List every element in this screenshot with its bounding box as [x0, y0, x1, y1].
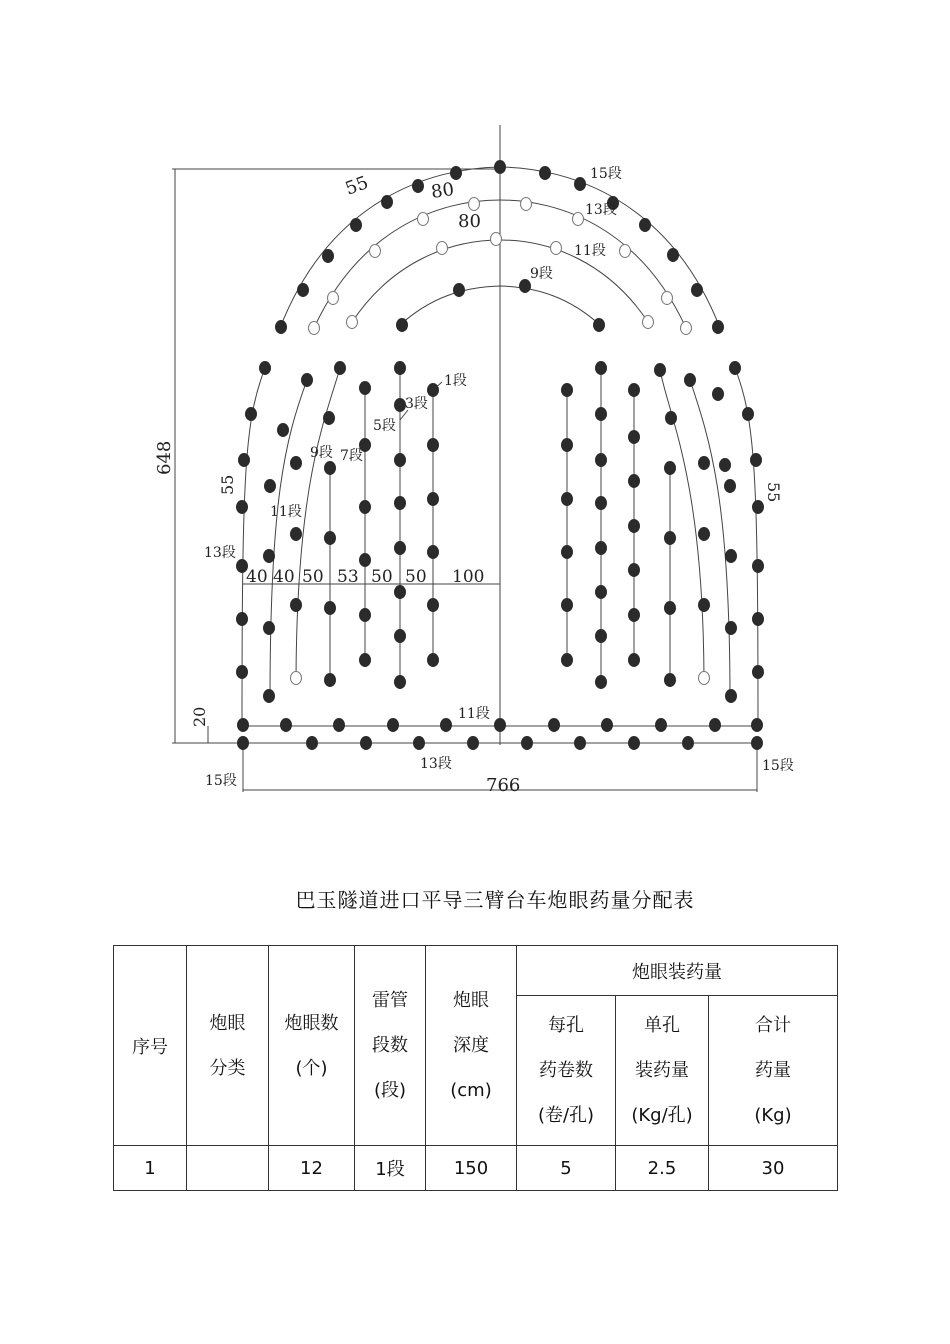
blast-hole: [752, 719, 763, 732]
blast-hole: [596, 497, 607, 510]
blast-hole: [413, 180, 424, 193]
dimension-label: 13段: [420, 756, 452, 772]
header-charge-group: 炮眼装药量: [517, 946, 838, 996]
dimension-label: 11段: [270, 504, 302, 520]
cell-hole-type: [187, 1146, 269, 1191]
blast-hole: [397, 319, 408, 332]
blast-hole: [395, 497, 406, 510]
blast-hole: [237, 501, 248, 514]
blast-hole: [334, 719, 345, 732]
blast-hole: [395, 542, 406, 555]
blast-hole: [596, 454, 607, 467]
blast-hole: [360, 501, 371, 514]
blast-hole: [594, 319, 605, 332]
blast-hole: [361, 737, 372, 750]
blast-hole: [629, 520, 640, 533]
blast-hole: [238, 737, 249, 750]
empty-blast-hole: [699, 672, 710, 685]
blast-hole: [562, 439, 573, 452]
header-delay-segment: 雷管 段数 (段): [355, 946, 426, 1146]
blast-hole: [596, 586, 607, 599]
cell-total-charge: 30: [709, 1146, 838, 1191]
blast-hole: [540, 167, 551, 180]
blast-hole: [699, 599, 710, 612]
dimension-label: 15段: [762, 758, 794, 774]
blast-hole: [414, 737, 425, 750]
blast-hole: [351, 219, 362, 232]
blast-hole: [264, 690, 275, 703]
blast-hole: [360, 609, 371, 622]
dimension-label: 648: [154, 440, 175, 475]
empty-blast-hole: [551, 242, 562, 255]
blast-hole: [629, 564, 640, 577]
blast-hole: [562, 546, 573, 559]
blast-hole: [629, 609, 640, 622]
blast-hole: [692, 284, 703, 297]
dimension-label: 7段: [340, 448, 363, 464]
header-hole-type: 炮眼 分类: [187, 946, 269, 1146]
blast-hole: [753, 613, 764, 626]
blast-hole: [395, 399, 406, 412]
wall-contour: [690, 380, 730, 700]
blast-hole: [713, 321, 724, 334]
blast-hole: [325, 462, 336, 475]
page-title: 巴玉隧道进口平导三臂台车炮眼药量分配表: [295, 888, 695, 912]
blast-hole: [260, 362, 271, 375]
dimension-label: 80: [429, 178, 456, 203]
blast-hole: [725, 480, 736, 493]
empty-blast-hole: [370, 245, 381, 258]
blast-hole: [726, 690, 737, 703]
blast-hole: [655, 364, 666, 377]
blast-hole: [743, 408, 754, 421]
charge-distribution-table: [113, 945, 838, 1191]
blast-hole: [264, 622, 275, 635]
empty-blast-hole: [437, 242, 448, 255]
blast-hole: [710, 719, 721, 732]
blast-hole: [302, 374, 313, 387]
cell-delay-segment: 1段: [355, 1146, 426, 1191]
blast-hole: [666, 412, 677, 425]
blast-hole: [752, 737, 763, 750]
blast-hole: [596, 676, 607, 689]
empty-blast-hole: [347, 316, 358, 329]
dimension-label: 15段: [590, 166, 622, 182]
blast-hole: [665, 462, 676, 475]
blast-hole: [753, 501, 764, 514]
blast-hole: [683, 737, 694, 750]
blast-hole: [428, 654, 439, 667]
blast-hole: [726, 622, 737, 635]
dimension-label: 13段: [204, 545, 236, 561]
blast-hole: [629, 737, 640, 750]
empty-blast-hole: [309, 322, 320, 335]
dimension-label: 50: [371, 567, 393, 587]
blast-hole: [388, 719, 399, 732]
blast-hole: [562, 493, 573, 506]
dimension-label: 55: [342, 172, 372, 200]
blast-hole: [726, 550, 737, 563]
blast-hole: [562, 384, 573, 397]
blast-hole: [753, 666, 764, 679]
dimension-label: 20: [190, 706, 209, 727]
blast-hole: [495, 719, 506, 732]
dimension-label: 11段: [574, 243, 606, 259]
cell-hole-count: 12: [269, 1146, 355, 1191]
blast-hole: [428, 384, 439, 397]
blast-hole: [307, 737, 318, 750]
dimension-label: 55: [218, 474, 237, 495]
cell-hole-depth: 150: [426, 1146, 517, 1191]
blast-hole: [699, 457, 710, 470]
dimension-label: 9段: [310, 445, 333, 461]
blast-hole: [665, 674, 676, 687]
blast-hole: [451, 167, 462, 180]
dimension-label: 3段: [405, 396, 428, 412]
blast-hole: [522, 737, 533, 750]
blast-hole: [237, 613, 248, 626]
empty-blast-hole: [491, 233, 502, 246]
blast-hole: [685, 374, 696, 387]
diagram-labels: [154, 166, 794, 796]
blast-hole: [713, 388, 724, 401]
header-single-charge: 单孔 装药量 (Kg/孔): [616, 996, 709, 1146]
empty-blast-hole: [291, 672, 302, 685]
cell-single-charge: 2.5: [616, 1146, 709, 1191]
blast-hole: [395, 630, 406, 643]
blast-hole: [665, 602, 676, 615]
blast-hole: [495, 161, 506, 174]
blast-hole: [562, 599, 573, 612]
blast-hole: [629, 654, 640, 667]
blast-hole: [281, 719, 292, 732]
blast-hole: [237, 666, 248, 679]
blast-hole: [549, 719, 560, 732]
blast-hole: [562, 654, 573, 667]
blast-hole: [395, 362, 406, 375]
dimension-label: 50: [302, 567, 324, 587]
blast-hole: [668, 249, 679, 262]
header-hole-count: 炮眼数 (个): [269, 946, 355, 1146]
empty-blast-hole: [469, 198, 480, 211]
blast-hole: [298, 284, 309, 297]
blast-hole: [325, 602, 336, 615]
empty-blast-hole: [681, 322, 692, 335]
blast-hole: [720, 459, 731, 472]
blast-hole: [428, 546, 439, 559]
empty-blast-hole: [662, 292, 673, 305]
blast-hole: [395, 676, 406, 689]
header-hole-depth: 炮眼 深度 (cm): [426, 946, 517, 1146]
blast-hole: [629, 475, 640, 488]
blast-hole: [360, 382, 371, 395]
blast-hole: [395, 586, 406, 599]
header-rolls-per-hole: 每孔 药卷数 (卷/孔): [517, 996, 616, 1146]
dimension-label: 40: [273, 567, 295, 587]
blast-hole: [428, 493, 439, 506]
blast-hole: [323, 250, 334, 263]
blast-hole: [428, 439, 439, 452]
empty-blast-hole: [643, 316, 654, 329]
dimension-label: 15段: [205, 773, 237, 789]
blast-hole: [454, 284, 465, 297]
blast-hole: [291, 457, 302, 470]
blast-hole: [325, 532, 336, 545]
blast-hole: [575, 737, 586, 750]
dimension-label: 40: [246, 567, 268, 587]
dimension-label: 5段: [373, 418, 396, 434]
empty-blast-hole: [328, 292, 339, 305]
dimension-label: 1段: [444, 373, 467, 389]
dimension-label: 80: [458, 211, 481, 232]
blast-hole: [575, 178, 586, 191]
blast-hole: [291, 599, 302, 612]
dimension-label: 100: [452, 567, 485, 587]
blast-hole: [276, 321, 287, 334]
blast-hole: [239, 454, 250, 467]
dimension-label: 11段: [458, 706, 490, 722]
empty-blast-hole: [573, 213, 584, 226]
blast-hole: [699, 528, 710, 541]
blast-hole: [751, 454, 762, 467]
blast-hole: [278, 424, 289, 437]
blast-hole: [265, 480, 276, 493]
blast-hole: [428, 599, 439, 612]
blast-hole: [335, 362, 346, 375]
blast-hole: [360, 654, 371, 667]
blast-hole: [382, 196, 393, 209]
dimension-label: 766: [486, 775, 521, 796]
header-seq: 序号: [114, 946, 187, 1146]
empty-blast-hole: [521, 198, 532, 211]
blast-hole: [441, 719, 452, 732]
blast-hole: [468, 737, 479, 750]
blast-hole: [360, 554, 371, 567]
dimension-label: 9段: [530, 266, 553, 282]
blast-hole: [324, 412, 335, 425]
blast-hole: [291, 528, 302, 541]
blast-hole: [640, 219, 651, 232]
table-row: [114, 1146, 838, 1191]
blast-hole: [753, 560, 764, 573]
blast-hole: [665, 532, 676, 545]
blast-hole: [596, 362, 607, 375]
cell-rolls-per-hole: 5: [517, 1146, 616, 1191]
dimension-label: 13段: [585, 202, 617, 218]
blast-hole: [596, 630, 607, 643]
empty-blast-hole: [418, 213, 429, 226]
blast-hole: [730, 362, 741, 375]
cell-seq: 1: [114, 1146, 187, 1191]
blast-hole: [264, 550, 275, 563]
blast-hole: [395, 454, 406, 467]
blast-hole: [596, 542, 607, 555]
blast-hole: [520, 280, 531, 293]
blast-hole: [629, 431, 640, 444]
blast-hole: [629, 384, 640, 397]
blast-hole: [656, 719, 667, 732]
blast-hole: [238, 719, 249, 732]
header-total-charge: 合计 药量 (Kg): [709, 996, 838, 1146]
dimension-label: 55: [764, 482, 783, 503]
blast-hole: [325, 674, 336, 687]
blast-hole: [596, 408, 607, 421]
dimension-label: 50: [405, 567, 427, 587]
blast-hole: [246, 408, 257, 421]
blast-hole: [602, 719, 613, 732]
empty-blast-hole: [620, 245, 631, 258]
dimension-label: 53: [337, 567, 359, 587]
